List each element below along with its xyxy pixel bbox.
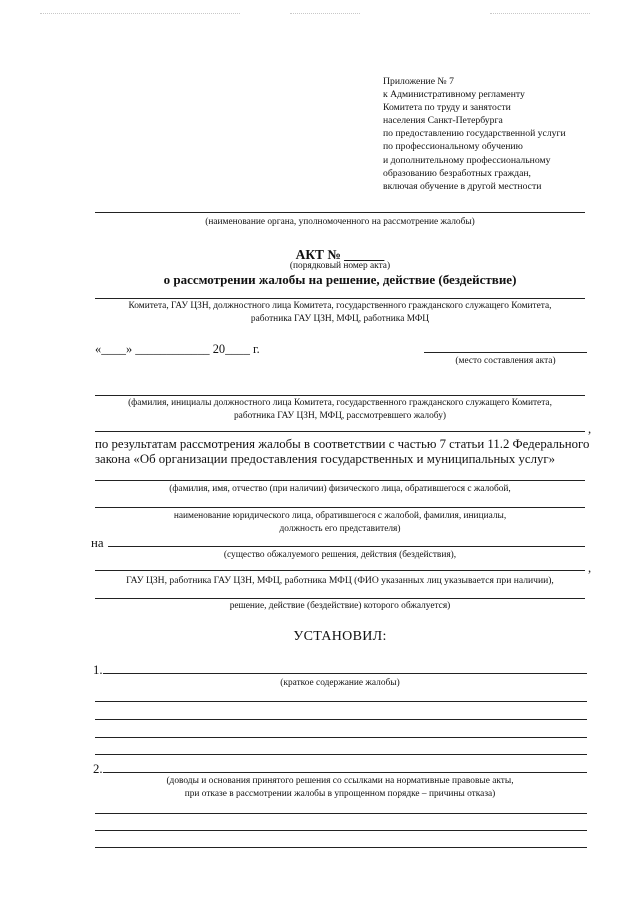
- fio-caption: ГАУ ЦЗН, работника ГАУ ЦЗН, МФЦ, работника МФЦ (ФИО указанных лиц указывается при наличии),: [126, 575, 554, 586]
- reasons-caption-line2: при отказе в рассмотрении жалобы в упрощенном порядке – причины отказа): [184, 789, 496, 799]
- item1-field[interactable]: [103, 673, 587, 674]
- official-extra-field[interactable]: [95, 431, 585, 432]
- decision-field[interactable]: [95, 598, 585, 599]
- results-text-line1: по результатам рассмотрения жалобы в соответствии с частью 7 статьи 11.2 Федерального: [95, 437, 590, 451]
- act-number-caption: (порядковый номер акта): [289, 261, 391, 271]
- appendix-line: к Административному регламенту: [383, 89, 525, 101]
- essence-caption: (существо обжалуемого решения, действия (бездействия),: [223, 550, 457, 560]
- act-title: АКТ № ______: [295, 247, 385, 262]
- appendix-line: Комитета по труду и занятости: [383, 102, 511, 114]
- appendix-line: населения Санкт-Петербурга: [383, 115, 503, 127]
- organ-caption: (наименование органа, уполномоченного на рассмотрение жалобы): [205, 217, 475, 227]
- applicant-caption: (фамилия, имя, отчество (при наличии) физического лица, обратившегося с жалобой,: [169, 484, 511, 494]
- established-heading: УСТАНОВИЛ:: [293, 629, 387, 644]
- scan-artifact-left: [40, 13, 240, 14]
- appendix-line: по профессиональному обучению: [383, 141, 523, 153]
- comma-mark: ,: [588, 561, 592, 575]
- item2-field[interactable]: [103, 772, 587, 773]
- legal-entity-caption-line1: наименование юридического лица, обратившегося с жалобой, фамилия, инициалы,: [173, 511, 507, 521]
- item1-number: 1.: [93, 663, 103, 677]
- reasons-caption-line1: (доводы и основания принятого решения со ссылками на нормативные правовые акты,: [166, 776, 514, 786]
- official-caption-line1: (фамилия, инициалы должностного лица Комитета, государственного гражданского служащего Комитета,: [128, 398, 552, 408]
- scan-artifact-mid: [290, 13, 360, 14]
- decision-caption: решение, действие (бездействие) которого обжалуется): [229, 601, 451, 611]
- item1-line[interactable]: [95, 737, 587, 738]
- na-label: на: [91, 536, 104, 550]
- item1-line[interactable]: [95, 701, 587, 702]
- appendix-line: включая обучение в другой местности: [383, 180, 542, 192]
- official-name-field[interactable]: [95, 395, 585, 396]
- appendix-line: Приложение № 7: [383, 76, 454, 87]
- legal-entity-caption-line2: должность его представителя): [279, 524, 401, 534]
- official-caption-line2: работника ГАУ ЦЗН, МФЦ, рассмотревшего жалобу): [233, 411, 447, 421]
- item1-line[interactable]: [95, 719, 587, 720]
- committee-caption-line1: Комитета, ГАУ ЦЗН, должностного лица Комитета, государственного гражданского служащего Комитета,: [128, 301, 552, 311]
- essence-field[interactable]: [108, 546, 585, 547]
- comma-mark: ,: [588, 422, 592, 436]
- scan-artifact-right: [490, 13, 590, 14]
- item2-line[interactable]: [95, 847, 587, 848]
- committee-field[interactable]: [95, 298, 585, 299]
- results-text-line2: закона «Об организации предоставления государственных и муниципальных услуг»: [95, 452, 555, 466]
- appendix-header: [383, 75, 623, 193]
- appendix-line: образованию безработных граждан,: [383, 167, 531, 179]
- place-caption: (место составления акта): [455, 356, 556, 366]
- place-field[interactable]: [424, 352, 587, 353]
- act-date-field[interactable]: «____» ____________ 20____ г.: [95, 342, 260, 356]
- appendix-line: по предоставлению государственной услуги: [383, 128, 566, 140]
- legal-entity-field[interactable]: [95, 507, 585, 508]
- organ-name-field[interactable]: [95, 212, 585, 213]
- essence-extra-field[interactable]: [95, 570, 585, 571]
- committee-caption-line2: работника ГАУ ЦЗН, МФЦ, работника МФЦ: [250, 314, 430, 324]
- item2-number: 2.: [93, 762, 103, 776]
- item2-line[interactable]: [95, 813, 587, 814]
- applicant-field[interactable]: [95, 480, 585, 481]
- appendix-line: и дополнительному профессиональному: [383, 154, 551, 166]
- summary-caption: (краткое содержание жалобы): [280, 678, 400, 688]
- item2-line[interactable]: [95, 830, 587, 831]
- act-subtitle: о рассмотрении жалобы на решение, действие (бездействие): [163, 272, 517, 287]
- item1-line[interactable]: [95, 754, 587, 755]
